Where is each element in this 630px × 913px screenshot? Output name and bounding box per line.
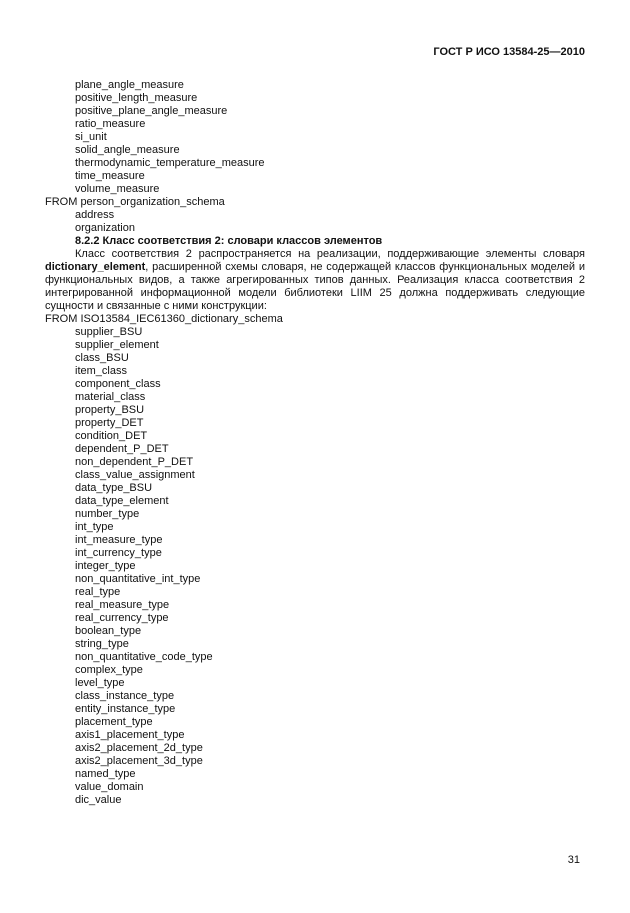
code-list-item: real_measure_type [75,599,170,611]
code-list-item: class_instance_type [75,690,175,702]
dictionary-element-term: dictionary_element [45,261,146,273]
code-list-item: entity_instance_type [75,703,176,715]
code-list-item: non_quantitative_code_type [75,651,213,663]
code-list-item: address [75,209,115,221]
from-statement-person-organization-schema: FROM person_organization_schema [45,196,225,208]
code-list-item: component_class [75,378,161,390]
code-list-item: dic_value [75,794,122,806]
code-list-item: data_type_element [75,495,169,507]
from-statement-dictionary-schema: FROM ISO13584_IEC61360_dictionary_schema [45,313,283,325]
code-list-item: boolean_type [75,625,142,637]
code-list-item: int_currency_type [75,547,162,559]
code-list-item: time_measure [75,170,145,182]
dictionary-entities-list [45,326,585,807]
code-list-item: material_class [75,391,146,403]
code-list-item: int_type [75,521,114,533]
code-list-item: axis2_placement_3d_type [75,755,203,767]
conformance-class-2-paragraph [45,248,585,313]
code-list-item: positive_length_measure [75,92,198,104]
code-list-item: property_BSU [75,404,145,416]
code-list-item: item_class [75,365,127,377]
code-list-item: positive_plane_angle_measure [75,105,228,117]
code-list-item: supplier_BSU [75,326,143,338]
code-list-item: int_measure_type [75,534,163,546]
code-list-item: value_domain [75,781,144,793]
code-list-item: real_currency_type [75,612,169,624]
code-list-item: data_type_BSU [75,482,153,494]
code-list-item: class_value_assignment [75,469,195,481]
code-list-item: complex_type [75,664,143,676]
person-organization-entities-list [45,209,585,235]
code-list-item: level_type [75,677,125,689]
code-list-item: placement_type [75,716,153,728]
code-list-item: supplier_element [75,339,159,351]
section-heading-8-2-2: 8.2.2 Класс соответствия 2: словари классов элементов [75,235,383,247]
code-list-item: class_BSU [75,352,129,364]
code-list-item: property_DET [75,417,144,429]
code-list-item: condition_DET [75,430,148,442]
code-list-item: axis1_placement_type [75,729,185,741]
code-list-item: non_quantitative_int_type [75,573,201,585]
code-list-item: ratio_measure [75,118,146,130]
document-content [45,79,585,807]
code-list-item: named_type [75,768,136,780]
code-list-item: non_dependent_P_DET [75,456,194,468]
code-list-item: dependent_P_DET [75,443,169,455]
code-list-item: thermodynamic_temperature_measure [75,157,265,169]
code-list-item: integer_type [75,560,136,572]
code-list-item: organization [75,222,135,234]
code-list-item: volume_measure [75,183,160,195]
paragraph-text-before: Класс соответствия 2 распространяется на реализации, поддерживающие элементы словаря [75,248,585,260]
code-list-item: string_type [75,638,129,650]
page-number: 31 [567,854,580,866]
code-list-item: si_unit [75,131,107,143]
paragraph-text-after: , расширенной схемы словаря, не содержащей классов функциональных моделей и функциональных видов, а также агрегированных типов данных. Реализация класса соответствия 2 интегрированной информационной модели библиотеки LIIM 25 должна поддерживать следующие сущности и связанные с ними конструкции: [45,261,585,312]
code-list-item: solid_angle_measure [75,144,180,156]
code-list-item: plane_angle_measure [75,79,184,91]
code-list-item: number_type [75,508,140,520]
standard-number-header: ГОСТ Р ИСО 13584-25—2010 [433,46,585,58]
code-list-item: axis2_placement_2d_type [75,742,203,754]
code-list-item: real_type [75,586,121,598]
measure-types-list [45,79,585,196]
